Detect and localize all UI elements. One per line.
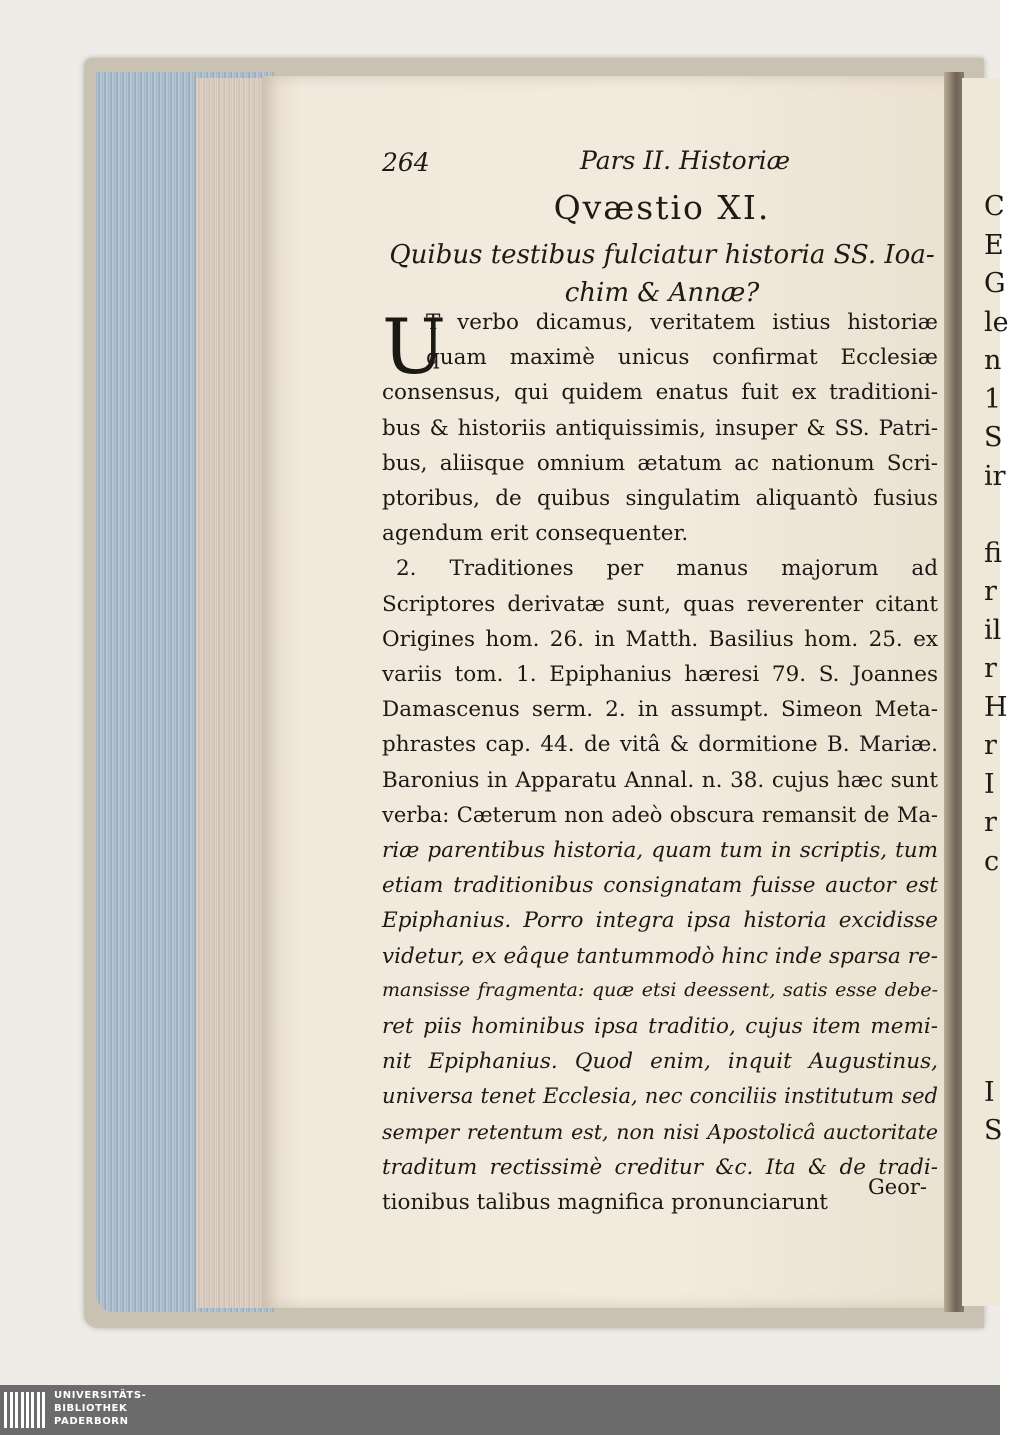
body-line: etiam traditionibus consignatam fuisse auctor est [382,873,938,899]
body-line: Baronius in Apparatu Annal. n. 38. cujus hæc sunt [382,767,938,793]
body-line: ret piis hominibus ipsa traditio, cujus item memi- [382,1014,938,1039]
catchword: Geor- [868,1175,927,1199]
facing-line: r [984,576,997,607]
page-number: 264 [382,148,430,177]
logo-bar [21,1392,24,1428]
facing-line: G [984,268,1006,299]
body-line: verba: Cæterum non adeò obscura remansit de Ma- [382,802,938,827]
logo-bar [26,1392,29,1428]
body-line: tionibus talibus magnifica pronunciarunt [382,1190,828,1215]
body-line: variis tom. 1. Epiphanius hæresi 79. S. Joannes [382,662,938,687]
logo-bar [31,1392,34,1428]
subtitle-line: Quibus testibus fulciatur historia SS. Ioa- [389,240,935,270]
facing-line: le [984,306,1009,338]
running-title: Pars II. Historiæ [580,146,791,175]
facing-line: r [984,730,997,761]
library-logo-text [54,1389,146,1428]
logo-line: BIBLIOTHEK [54,1403,128,1414]
body-line: phrastes cap. 44. de vitâ & dormitione B. Mariæ. [382,732,938,758]
body-line: agendum erit consequenter. [382,521,689,547]
body-line: ptoribus, de quibus singulatim aliquantò fusius [382,486,938,511]
logo-bar [37,1392,40,1428]
facing-page [962,78,1009,1306]
logo-bar [10,1392,13,1428]
body-line: quam maximè unicus confirmat Ecclesiæ [426,345,938,371]
body-line: videtur, ex eâque tantummodò hinc inde sparsa re- [382,943,938,969]
body-line: Origines hom. 26. in Matth. Basilius hom. 25. ex [382,626,938,652]
logo-bar [4,1392,7,1428]
body-line: 2. Traditiones per manus majorum ad [396,556,938,582]
body-line: T verbo dicamus, veritatem istius historiæ [426,310,938,335]
body-line: nit Epiphanius. Quod enim, inquit Augustinus, [382,1049,938,1075]
running-head [382,140,942,180]
body-line: traditum rectissimè creditur &c. Ita & de tradi- [382,1154,938,1180]
body-line: consensus, qui quidem enatus fuit ex traditioni- [382,380,938,406]
facing-line: c [984,845,1000,877]
book-gutter [944,72,964,1312]
body-line: bus, aliisque omnium ætatum ac nationum Scri- [382,450,938,476]
logo-bar [15,1392,18,1428]
facing-page-text [984,188,1014,1151]
library-logo-icon [4,1392,48,1428]
facing-line: H [984,691,1008,723]
facing-line: I [984,768,995,800]
facing-line: ir [984,460,1006,492]
facing-line: 1 [984,383,1002,415]
body-line: Scriptores derivatæ sunt, quas reverenter citant [382,591,938,617]
facing-line [984,496,1014,535]
logo-bar [42,1392,45,1428]
facing-line: C [984,191,1005,222]
facing-line [984,958,1014,997]
facing-line: S [984,1115,1003,1146]
subtitle-line: chim & Annæ? [564,278,760,308]
body-line: bus & historiis antiquissimis, insuper & SS. Patri- [382,415,938,441]
facing-line [984,1035,1014,1074]
logo-line: UNIVERSITÄTS- [54,1390,147,1401]
facing-line: S [984,422,1003,453]
facing-line: r [984,653,997,684]
body-line: Epiphanius. Porro integra ipsa historia excidisse [382,908,938,934]
question-heading: Qvæstio XI. [553,188,771,227]
facing-line: I [984,1076,995,1108]
drop-cap: U [382,302,447,391]
facing-line: n [984,345,1002,376]
body-line: universa tenet Ecclesia, nec conciliis institutum sed [382,1084,938,1109]
body-line: mansisse fragmenta: quæ etsi deessent, satis esse debe- [382,978,938,1001]
facing-line: r [984,807,997,838]
question-subtitle [382,236,942,312]
body-line: riæ parentibus historia, quam tum in scriptis, tum [382,838,938,863]
facing-line [984,997,1014,1036]
facing-line [984,881,1014,920]
facing-line: il [984,614,1002,646]
body-line: semper retentum est, non nisi Apostolicâ auctoritate [382,1119,938,1144]
facing-line [984,920,1014,959]
library-footer [0,1385,1000,1435]
body-line: Damascenus serm. 2. in assumpt. Simeon Meta- [382,697,938,723]
facing-line: fi [984,537,1003,569]
logo-line: PADERBORN [54,1416,129,1427]
facing-line: E [984,229,1004,261]
